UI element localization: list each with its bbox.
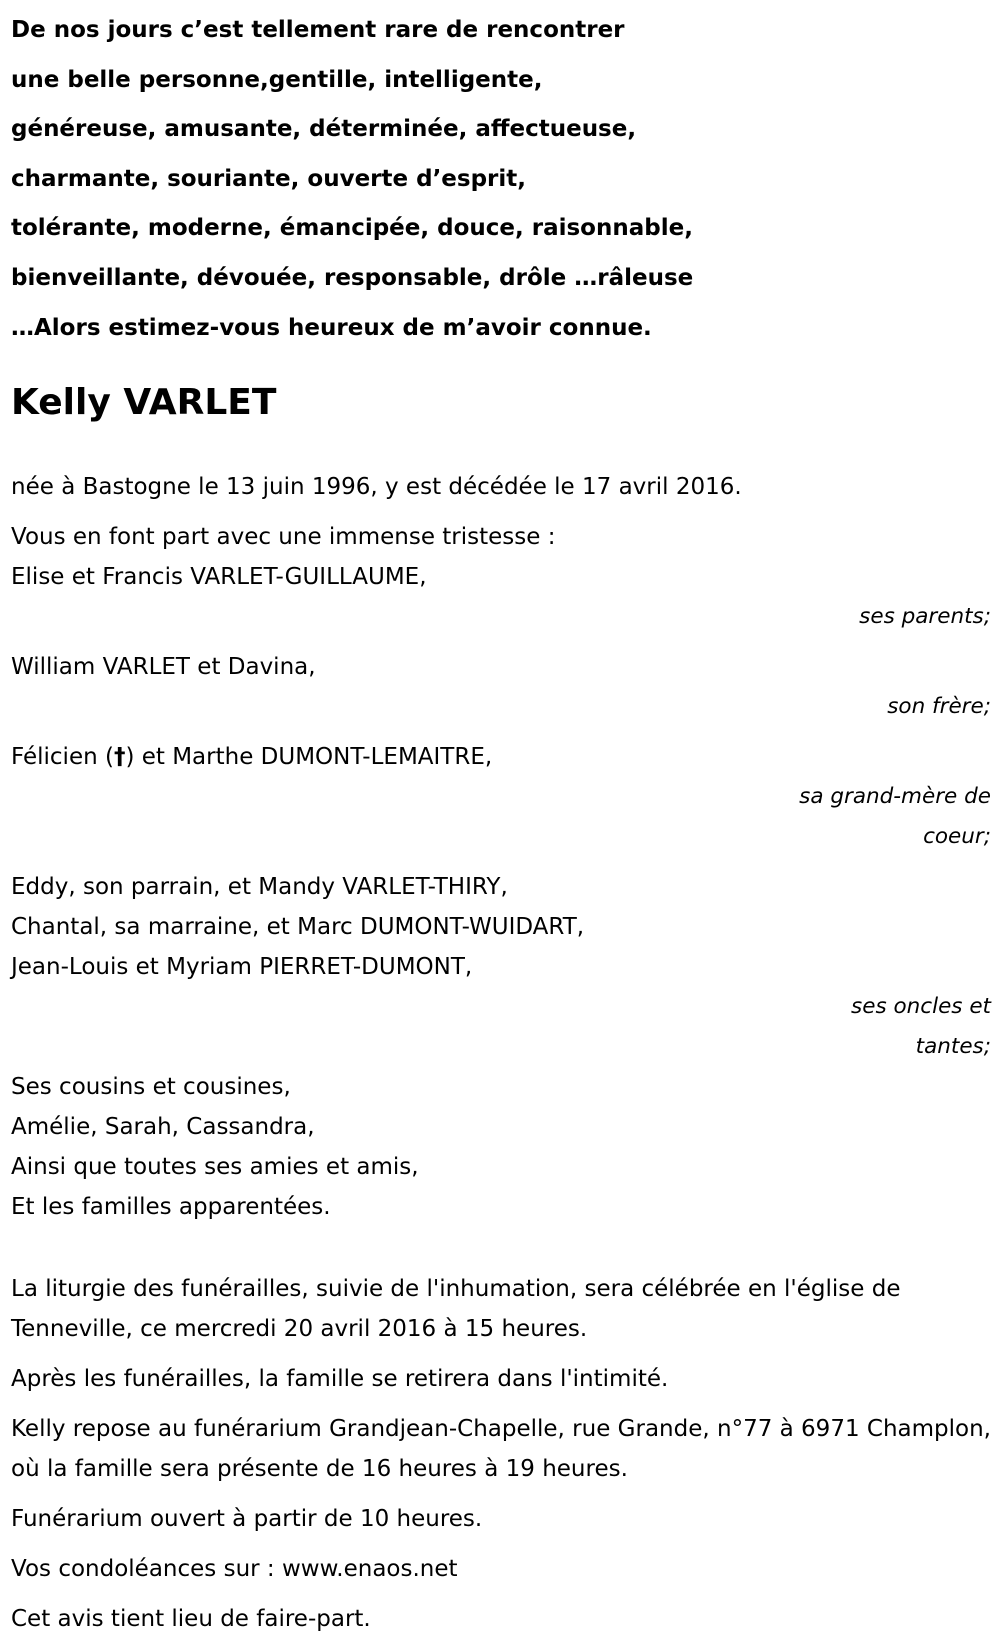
grandmother-role: sa grand-mère de xyxy=(799,784,991,810)
quote-line: De nos jours c’est tellement rare de rencontrer xyxy=(11,17,625,43)
notice-paragraph: Cet avis tient lieu de faire-part. xyxy=(11,1606,371,1633)
uncles-role: tantes; xyxy=(915,1034,991,1060)
repose-paragraph: Kelly repose au funérarium Grandjean-Chapelle, rue Grande, n°77 à 6971 Champlon, où la famille sera présente de 16 heures à 19 heures. xyxy=(11,1416,991,1483)
quote-line: généreuse, amusante, déterminée, affectueuse, xyxy=(11,116,637,143)
parents-names: Elise et Francis VARLET-GUILLAUME, xyxy=(11,564,427,591)
uncle-aunt-line: Jean-Louis et Myriam PIERRET-DUMONT, xyxy=(11,954,473,981)
uncle-aunt-line: Chantal, sa marraine, et Marc DUMONT-WUIDART, xyxy=(11,914,585,941)
grandparents-text-before: Félicien ( xyxy=(11,744,114,771)
quote-line: charmante, souriante, ouverte d’esprit, xyxy=(11,165,527,192)
grandparents-text-after: ) et Marthe DUMONT-LEMAITRE, xyxy=(125,744,493,771)
uncle-aunt-line: Eddy, son parrain, et Mandy VARLET-THIRY, xyxy=(11,874,508,901)
liturgy-paragraph: La liturgie des funérailles, suivie de l'inhumation, sera célébrée en l'église de Tenneville, ce mercredi 20 avril 2016 à 15 heures. xyxy=(11,1276,901,1343)
brother-role: son frère; xyxy=(887,694,991,720)
announcement-intro: Vous en font part avec une immense tristesse : xyxy=(11,524,556,551)
after-funeral-paragraph: Après les funérailles, la famille se retirera dans l'intimité. xyxy=(11,1366,669,1393)
friends-line: Ainsi que toutes ses amies et amis, xyxy=(11,1154,419,1181)
tribute-quote xyxy=(11,0,991,353)
opening-hours-paragraph: Funérarium ouvert à partir de 10 heures. xyxy=(11,1506,483,1533)
quote-line: tolérante, moderne, émancipée, douce, raisonnable, xyxy=(11,215,693,242)
grandmother-role: coeur; xyxy=(923,824,991,850)
deceased-name: Kelly VARLET xyxy=(11,382,277,424)
brother-names: William VARLET et Davina, xyxy=(11,654,316,681)
quote-line: …Alors estimez-vous heureux de m’avoir connue. xyxy=(11,314,652,341)
birth-death-line: née à Bastogne le 13 juin 1996, y est décédée le 17 avril 2016. xyxy=(11,474,742,501)
quote-line: bienveillante, dévouée, responsable, drôle …râleuse xyxy=(11,264,694,291)
cousins-line: Ses cousins et cousines, xyxy=(11,1074,291,1101)
quote-line: une belle personne,gentille, intelligente, xyxy=(11,66,543,93)
parents-role: ses parents; xyxy=(859,604,991,630)
uncles-role: ses oncles et xyxy=(851,994,991,1020)
obituary-page xyxy=(11,0,991,1639)
families-line: Et les familles apparentées. xyxy=(11,1194,331,1221)
cross-icon: † xyxy=(113,744,126,771)
grandparents-names xyxy=(11,737,991,777)
condolences-paragraph: Vos condoléances sur : www.enaos.net xyxy=(11,1556,458,1583)
cousins-names: Amélie, Sarah, Cassandra, xyxy=(11,1114,315,1141)
